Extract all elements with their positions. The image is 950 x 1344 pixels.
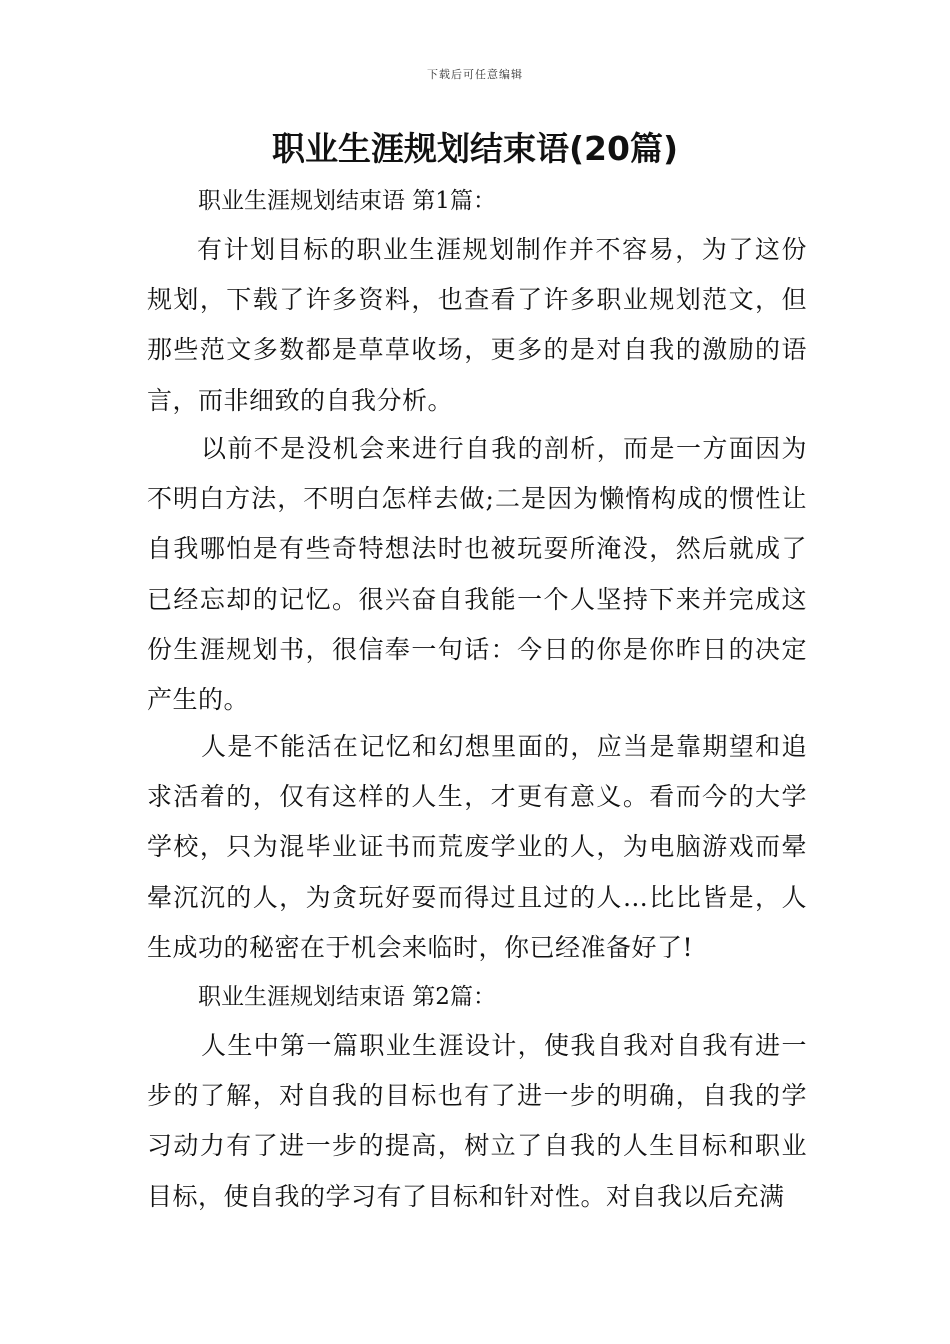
document-title: 职业生涯规划结束语(20篇) bbox=[271, 129, 679, 168]
section-1-paragraph-1: 有计划目标的职业生涯规划制作并不容易，为了这份规划，下载了许多资料，也查看了许多职业规划范文，但那些范文多数都是草草收场，更多的是对自我的激励的语言，而非细致的自我分析。 bbox=[147, 235, 807, 415]
section-heading-2: 职业生涯规划结束语 第2篇： bbox=[198, 984, 496, 1010]
header-note: 下载后可任意编辑 bbox=[427, 68, 523, 81]
section-2-paragraph-1: 人生中第一篇职业生涯设计，使我自我对自我有进一步的了解，对自我的目标也有了进一步的明确，自我的学习动力有了进一步的提高，树立了自我的人生目标和职业目标，使自我的学习有了目标和针对性。对自我以后充满 bbox=[147, 1031, 807, 1211]
section-heading-1: 职业生涯规划结束语 第1篇： bbox=[198, 188, 496, 214]
section-1-paragraph-3: 人是不能活在记忆和幻想里面的，应当是靠期望和追求活着的，仅有这样的人生，才更有意义。看而今的大学学校，只为混毕业证书而荒废学业的人，为电脑游戏而晕晕沉沉的人，为贪玩好耍而得过且过的人…比比皆是，人生成功的秘密在于机会来临时，你已经准备好了! bbox=[147, 732, 807, 962]
section-1-paragraph-2: 以前不是没机会来进行自我的剖析，而是一方面因为不明白方法，不明白怎样去做;二是因为懒惰构成的惯性让自我哪怕是有些奇特想法时也被玩耍所淹没，然后就成了已经忘却的记忆。很兴奋自我能一个人坚持下来并完成这份生涯规划书，很信奉一句话：今日的你是你昨日的决定产生的。 bbox=[147, 434, 807, 715]
